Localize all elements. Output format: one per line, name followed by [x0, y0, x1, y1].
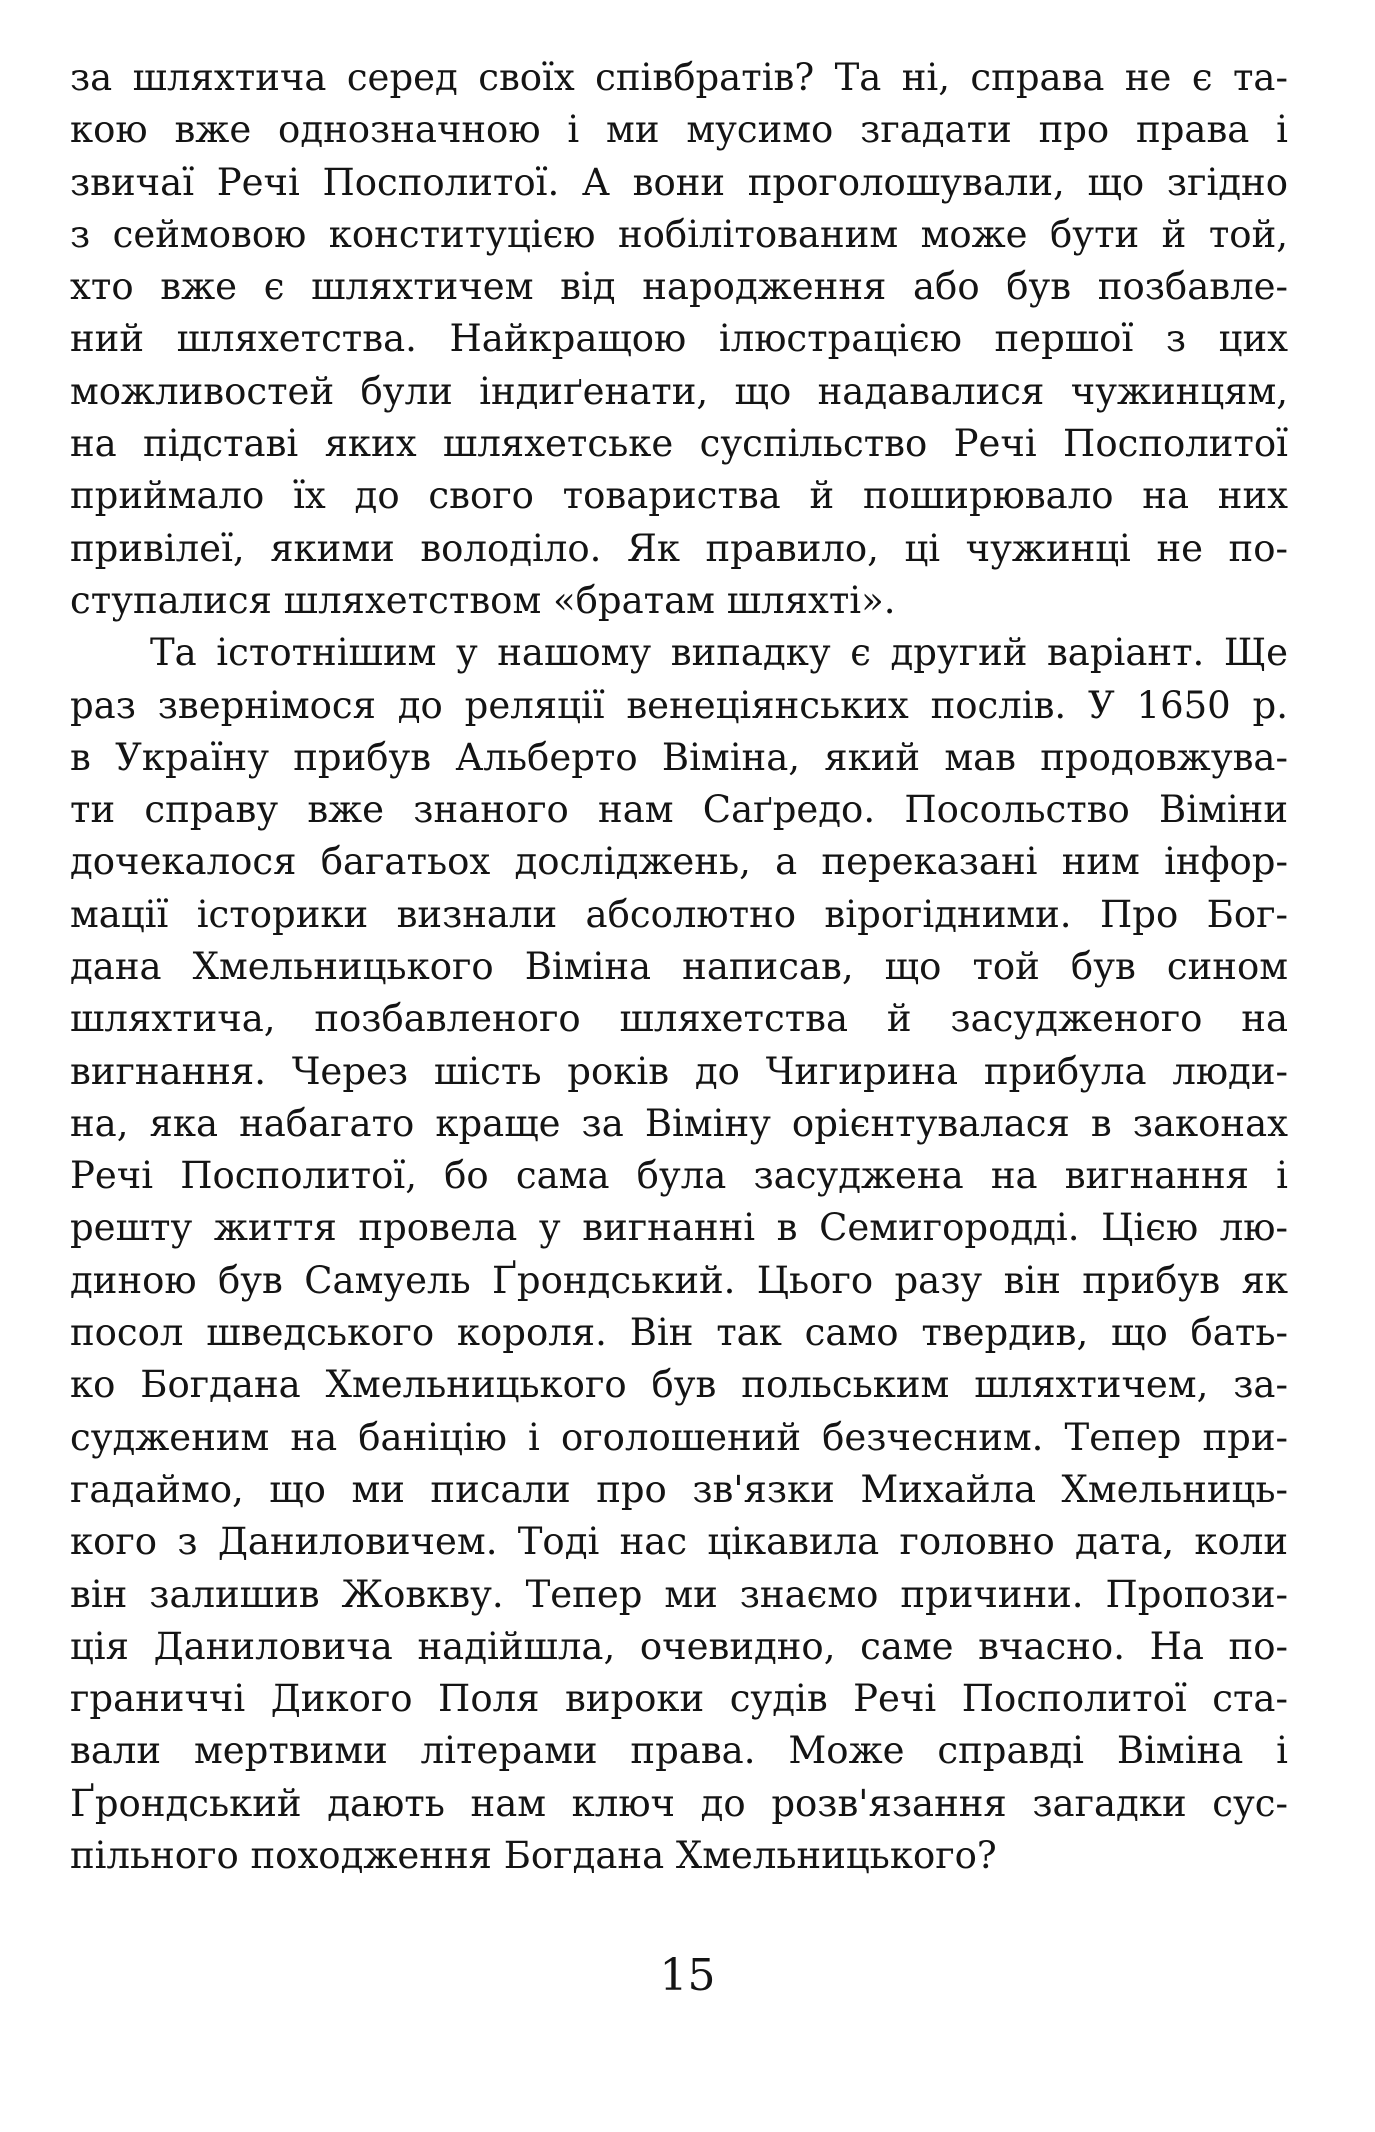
text-line: кою вже однозначною і ми мусимо згадати про права і	[70, 108, 1288, 151]
text-line: можливостей були індиґенати, що надавалися чужинцям,	[70, 370, 1288, 413]
text-line: з сеймовою конституцією нобілітованим може бути й той,	[70, 213, 1288, 256]
text-line: граниччі Дикого Поля вироки судів Речі Посполитої ста-	[70, 1677, 1288, 1720]
text-line: посол шведського короля. Він так само твердив, що бать-	[70, 1311, 1288, 1354]
text-line: він залишив Жовкву. Тепер ми знаємо причини. Пропози-	[70, 1573, 1288, 1616]
text-line: хто вже є шляхтичем від народження або був позбавле-	[70, 265, 1288, 308]
page-number: 15	[659, 1950, 716, 2001]
text-line: кого з Даниловичем. Тоді нас цікавила головно дата, коли	[70, 1520, 1288, 1563]
text-line: в Україну прибув Альберто Віміна, який мав продовжува-	[70, 736, 1288, 779]
text-line: ний шляхетства. Найкращою ілюстрацією першої з цих	[70, 317, 1288, 360]
text-line: гадаймо, що ми писали про зв'язки Михайла Хмельниць-	[70, 1468, 1288, 1511]
text-line: дана Хмельницького Віміна написав, що той був сином	[70, 945, 1288, 988]
text-line: судженим на баніцію і оголошений безчесним. Тепер при-	[70, 1416, 1288, 1459]
text-line: на підставі яких шляхетське суспільство Речі Посполитої	[70, 422, 1288, 465]
text-line: ти справу вже знаного нам Саґредо. Посольство Віміни	[70, 788, 1288, 831]
text-line: вигнання. Через шість років до Чигирина прибула люди-	[70, 1050, 1288, 1093]
text-line: звичаї Речі Посполитої. А вони проголошували, що згідно	[70, 161, 1288, 204]
text-line: привілеї, якими володіло. Як правило, ці чужинці не по-	[70, 527, 1288, 570]
text-line: на, яка набагато краще за Віміну орієнтувалася в законах	[70, 1102, 1288, 1145]
text-line: вали мертвими літерами права. Може справді Віміна і	[70, 1729, 1288, 1772]
text-line: раз звернімося до реляції венеціянських послів. У 1650 р.	[70, 684, 1288, 727]
text-line: дочекалося багатьох досліджень, а переказані ним інфор-	[70, 840, 1288, 883]
text-line: Та істотнішим у нашому випадку є другий варіант. Ще	[150, 631, 1288, 674]
text-line: за шляхтича серед своїх співбратів? Та ні, справа не є та-	[70, 56, 1288, 99]
text-line: Ґрондський дають нам ключ до розв'язання загадки сус-	[70, 1782, 1288, 1825]
text-line: диною був Самуель Ґрондський. Цього разу він прибув як	[70, 1259, 1288, 1302]
text-line: Речі Посполитої, бо сама була засуджена на вигнання і	[70, 1154, 1288, 1197]
text-line: ко Богдана Хмельницького був польським шляхтичем, за-	[70, 1363, 1288, 1406]
text-line: пільного походження Богдана Хмельницького?	[70, 1834, 997, 1877]
text-line: шляхтича, позбавленого шляхетства й засудженого на	[70, 997, 1288, 1040]
text-line: ція Даниловича надійшла, очевидно, саме вчасно. На по-	[70, 1625, 1288, 1668]
text-line: решту життя провела у вигнанні в Семигородді. Цією лю-	[70, 1206, 1288, 1249]
text-line: приймало їх до свого товариства й поширювало на них	[70, 474, 1288, 517]
text-line: мації історики визнали абсолютно вірогідними. Про Бог-	[70, 893, 1288, 936]
text-line: ступалися шляхетством «братам шляхті».	[70, 579, 896, 622]
